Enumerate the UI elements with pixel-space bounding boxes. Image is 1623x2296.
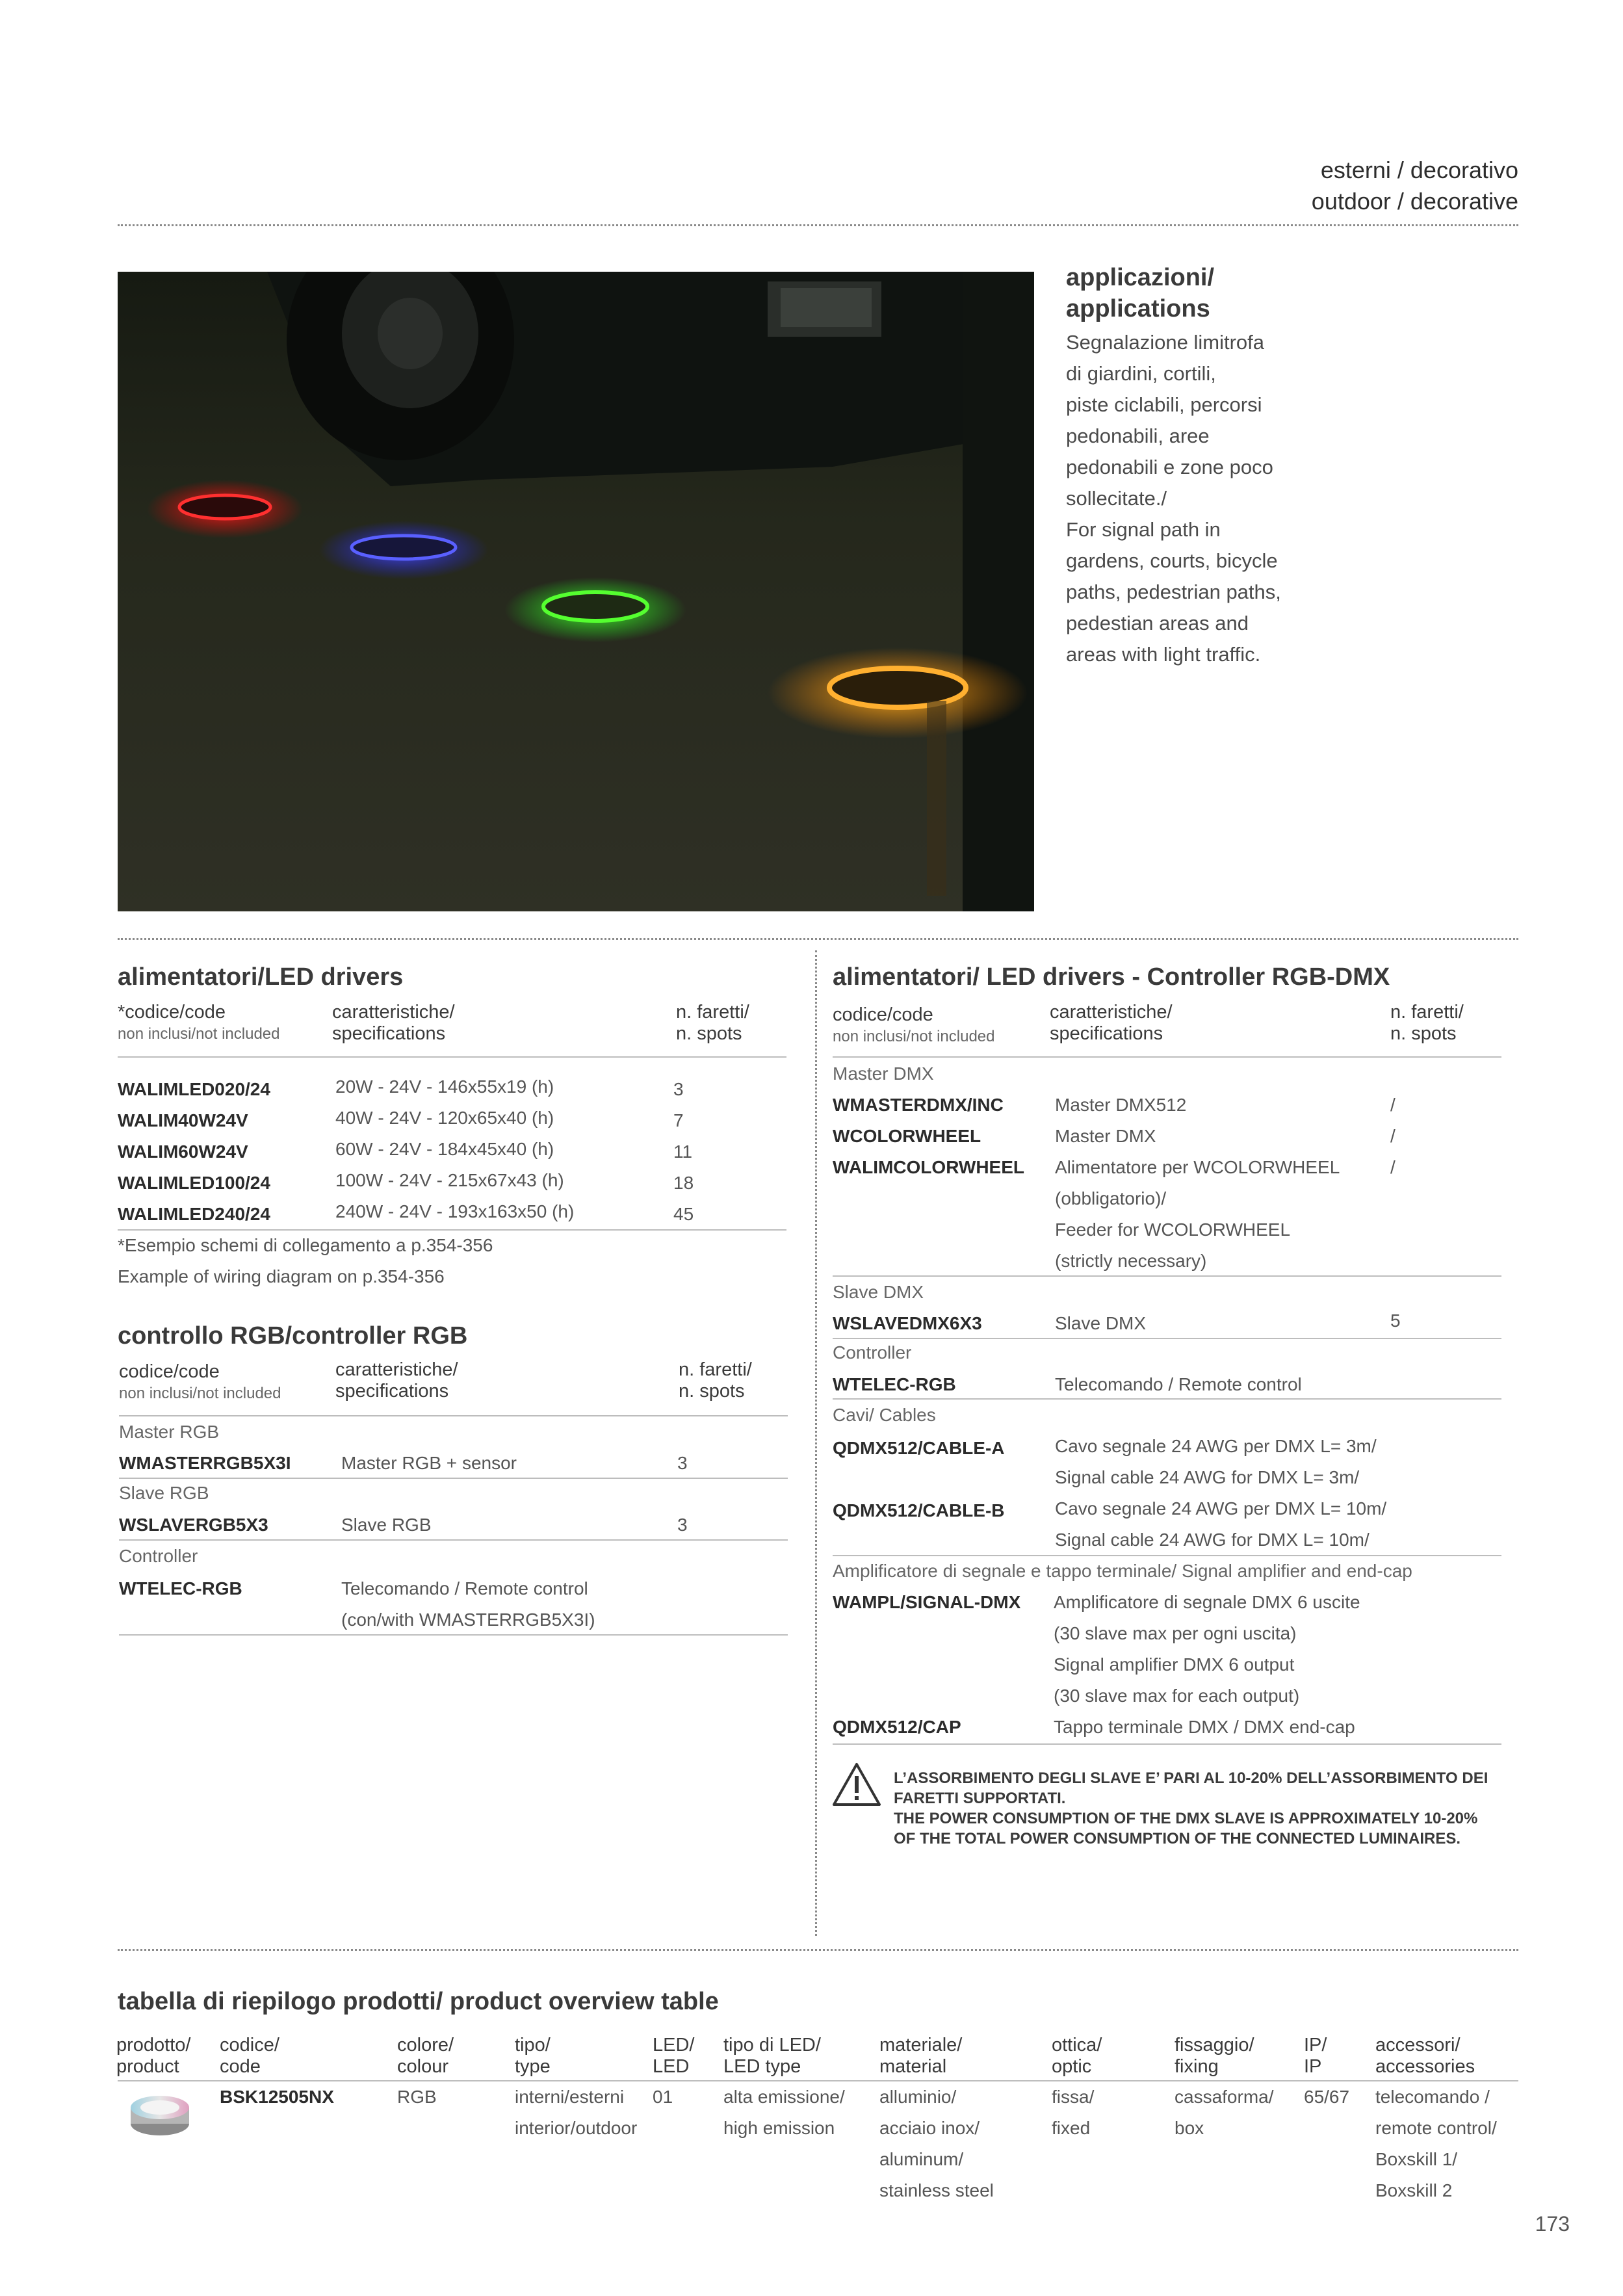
- drivers-title: alimentatori/LED drivers: [118, 963, 404, 991]
- table-cell: Cavo segnale 24 AWG per DMX L= 10m/: [1055, 1498, 1387, 1519]
- group-label: Controller: [119, 1546, 198, 1566]
- table-row: QDMX512/CAP: [833, 1717, 961, 1737]
- row-rule: [119, 1539, 788, 1541]
- rgb-header-spec: caratteristiche/ specifications: [335, 1359, 458, 1402]
- table-cell: Slave RGB: [341, 1515, 432, 1535]
- ov-header-led: LED/ LED: [653, 2035, 695, 2077]
- ov-header-code: codice/ code: [220, 2035, 279, 2077]
- table-cell: (obbligatorio)/: [1055, 1188, 1167, 1208]
- group-label: Controller: [833, 1342, 912, 1363]
- ov-header-accessories: accessori/ accessories: [1375, 2035, 1475, 2077]
- table-cell: Slave DMX: [1055, 1313, 1147, 1333]
- warning-text: L’ASSORBIMENTO DEGLI SLAVE E’ PARI AL 10-20% DELL’ASSORBIMENTO DEI FARETTI SUPPORTATI. THE POWER CONSUMPTION OF THE DMX SLAVE IS APPROXIMATELY 10-20% OF THE TOTAL POWER CONSUMPTION OF THE CONNECTED LUMINAIRES.: [894, 1769, 1488, 1847]
- table-row: WCOLORWHEEL: [833, 1126, 981, 1146]
- rgb-header-rule: [119, 1415, 788, 1416]
- table-cell: Feeder for WCOLORWHEEL: [1055, 1220, 1291, 1240]
- ov-header-fixing: fissaggio/ fixing: [1175, 2035, 1254, 2077]
- drivers-header-spec: caratteristiche/ specifications: [332, 1002, 455, 1044]
- table-cell: /: [1390, 1157, 1396, 1177]
- ov-header-type: tipo/ type: [515, 2035, 551, 2077]
- product-photo: [118, 272, 1034, 911]
- table-cell: 3: [677, 1453, 688, 1473]
- table-cell: Tappo terminale DMX / DMX end-cap: [1054, 1717, 1355, 1737]
- table-cell: (con/with WMASTERRGB5X3I): [341, 1610, 595, 1630]
- table-row: WTELEC-RGB: [833, 1374, 956, 1394]
- page-number: 173: [1535, 2212, 1570, 2236]
- overview-divider: [118, 1949, 1518, 1951]
- drivers-note: Example of wiring diagram on p.354-356: [118, 1266, 445, 1286]
- dmx-header-rule: [833, 1056, 1501, 1058]
- table-cell: Master RGB + sensor: [341, 1453, 517, 1473]
- table-cell: Cavo segnale 24 AWG per DMX L= 3m/: [1055, 1436, 1377, 1456]
- table-row: WMASTERRGB5X3I: [119, 1453, 291, 1473]
- photo-illustration: [118, 272, 1034, 911]
- table-cell: Signal cable 24 AWG for DMX L= 3m/: [1055, 1467, 1360, 1487]
- group-label: Slave DMX: [833, 1282, 924, 1302]
- table-cell: (strictly necessary): [1055, 1251, 1207, 1271]
- row-rule: [119, 1478, 788, 1479]
- table-row: WSLAVERGB5X3: [119, 1515, 268, 1535]
- group-label: Master RGB: [119, 1422, 220, 1442]
- category-label-it: esterni / decorativo: [1320, 157, 1518, 183]
- table-cell: 5: [1390, 1311, 1401, 1331]
- applications-text: Segnalazione limitrofa di giardini, cortili, piste ciclabili, percorsi pedonabili, aree pedonabili e zone poco sollecitate./ For signal path in gardens, courts, bicycle paths, pedestrian paths, pedestian areas and areas with light traffic.: [1066, 331, 1281, 666]
- table-cell: Master DMX512: [1055, 1095, 1187, 1115]
- table-cell: Telecomando / Remote control: [341, 1578, 588, 1598]
- table-cell: Master DMX: [1055, 1126, 1156, 1146]
- table-cell: Telecomando / Remote control: [1055, 1374, 1302, 1394]
- group-label: Master DMX: [833, 1063, 934, 1084]
- drivers-note: *Esempio schemi di collegamento a p.354-356: [118, 1235, 493, 1255]
- drivers-bottom-rule: [118, 1229, 786, 1231]
- table-cell: (30 slave max per ogni uscita): [1054, 1623, 1297, 1643]
- group-label: Slave RGB: [119, 1483, 209, 1503]
- rgb-header-code: codice/code non inclusi/not included: [119, 1361, 281, 1402]
- table-cell: /: [1390, 1095, 1396, 1115]
- table-cell: 3: [677, 1515, 688, 1535]
- table-cell: Signal amplifier DMX 6 output: [1054, 1654, 1295, 1675]
- dmx-header-spots: n. faretti/ n. spots: [1390, 1002, 1464, 1044]
- section-divider: [118, 938, 1518, 940]
- header-divider: [118, 224, 1518, 226]
- row-rule: [833, 1743, 1501, 1745]
- row-rule: [833, 1398, 1501, 1400]
- row-rule: [833, 1275, 1501, 1277]
- table-row: WSLAVEDMX6X3: [833, 1313, 982, 1333]
- rgb-title: controllo RGB/controller RGB: [118, 1322, 468, 1350]
- table-row: WAMPL/SIGNAL-DMX: [833, 1592, 1021, 1612]
- ov-header-material: materiale/ material: [879, 2035, 963, 2077]
- warning-icon: [831, 1762, 882, 1810]
- overview-title: tabella di riepilogo prodotti/ product overview table: [118, 1988, 719, 2015]
- ov-header-optic: ottica/ optic: [1052, 2035, 1102, 2077]
- dmx-header-code: codice/code non inclusi/not included: [833, 1004, 995, 1045]
- table-row: WMASTERDMX/INC: [833, 1095, 1004, 1115]
- ov-header-colour: colore/ colour: [397, 2035, 454, 2077]
- ov-header-led-type: tipo di LED/ LED type: [723, 2035, 821, 2077]
- table-row: QDMX512/CABLE-B: [833, 1500, 1005, 1520]
- column-divider: [815, 950, 817, 1936]
- drivers-header-spots: n. faretti/ n. spots: [676, 1002, 749, 1044]
- table-row: WTELEC-RGB: [119, 1578, 242, 1598]
- category-label-en: outdoor / decorative: [1311, 188, 1518, 215]
- table-row: WALIMCOLORWHEEL: [833, 1157, 1025, 1177]
- row-rule: [833, 1338, 1501, 1339]
- table-cell: /: [1390, 1126, 1396, 1146]
- row-rule: [833, 1555, 1501, 1556]
- table-row: QDMX512/CABLE-A: [833, 1438, 1005, 1458]
- dmx-title: alimentatori/ LED drivers - Controller RGB-DMX: [833, 963, 1390, 991]
- product-thumbnail: [127, 2088, 192, 2143]
- table-cell: (30 slave max for each output): [1054, 1686, 1300, 1706]
- drivers-header-code: *codice/code non inclusi/not included: [118, 1002, 280, 1043]
- table-cell: Alimentatore per WCOLORWHEEL: [1055, 1157, 1340, 1177]
- applications-title: applicazioni/ applications: [1066, 264, 1215, 322]
- group-label: Cavi/ Cables: [833, 1405, 936, 1425]
- table-cell: Signal cable 24 AWG for DMX L= 10m/: [1055, 1530, 1370, 1550]
- ov-header-ip: IP/ IP: [1304, 2035, 1327, 2077]
- rgb-bottom-rule: [119, 1634, 788, 1636]
- ov-header-product: prodotto/ product: [116, 2035, 191, 2077]
- dmx-header-spec: caratteristiche/ specifications: [1050, 1002, 1173, 1044]
- rgb-header-spots: n. faretti/ n. spots: [679, 1359, 752, 1402]
- table-cell: Amplificatore di segnale DMX 6 uscite: [1054, 1592, 1360, 1612]
- drivers-header-rule: [118, 1056, 786, 1058]
- group-label: Amplificatore di segnale e tappo terminale/ Signal amplifier and end-cap: [833, 1561, 1412, 1581]
